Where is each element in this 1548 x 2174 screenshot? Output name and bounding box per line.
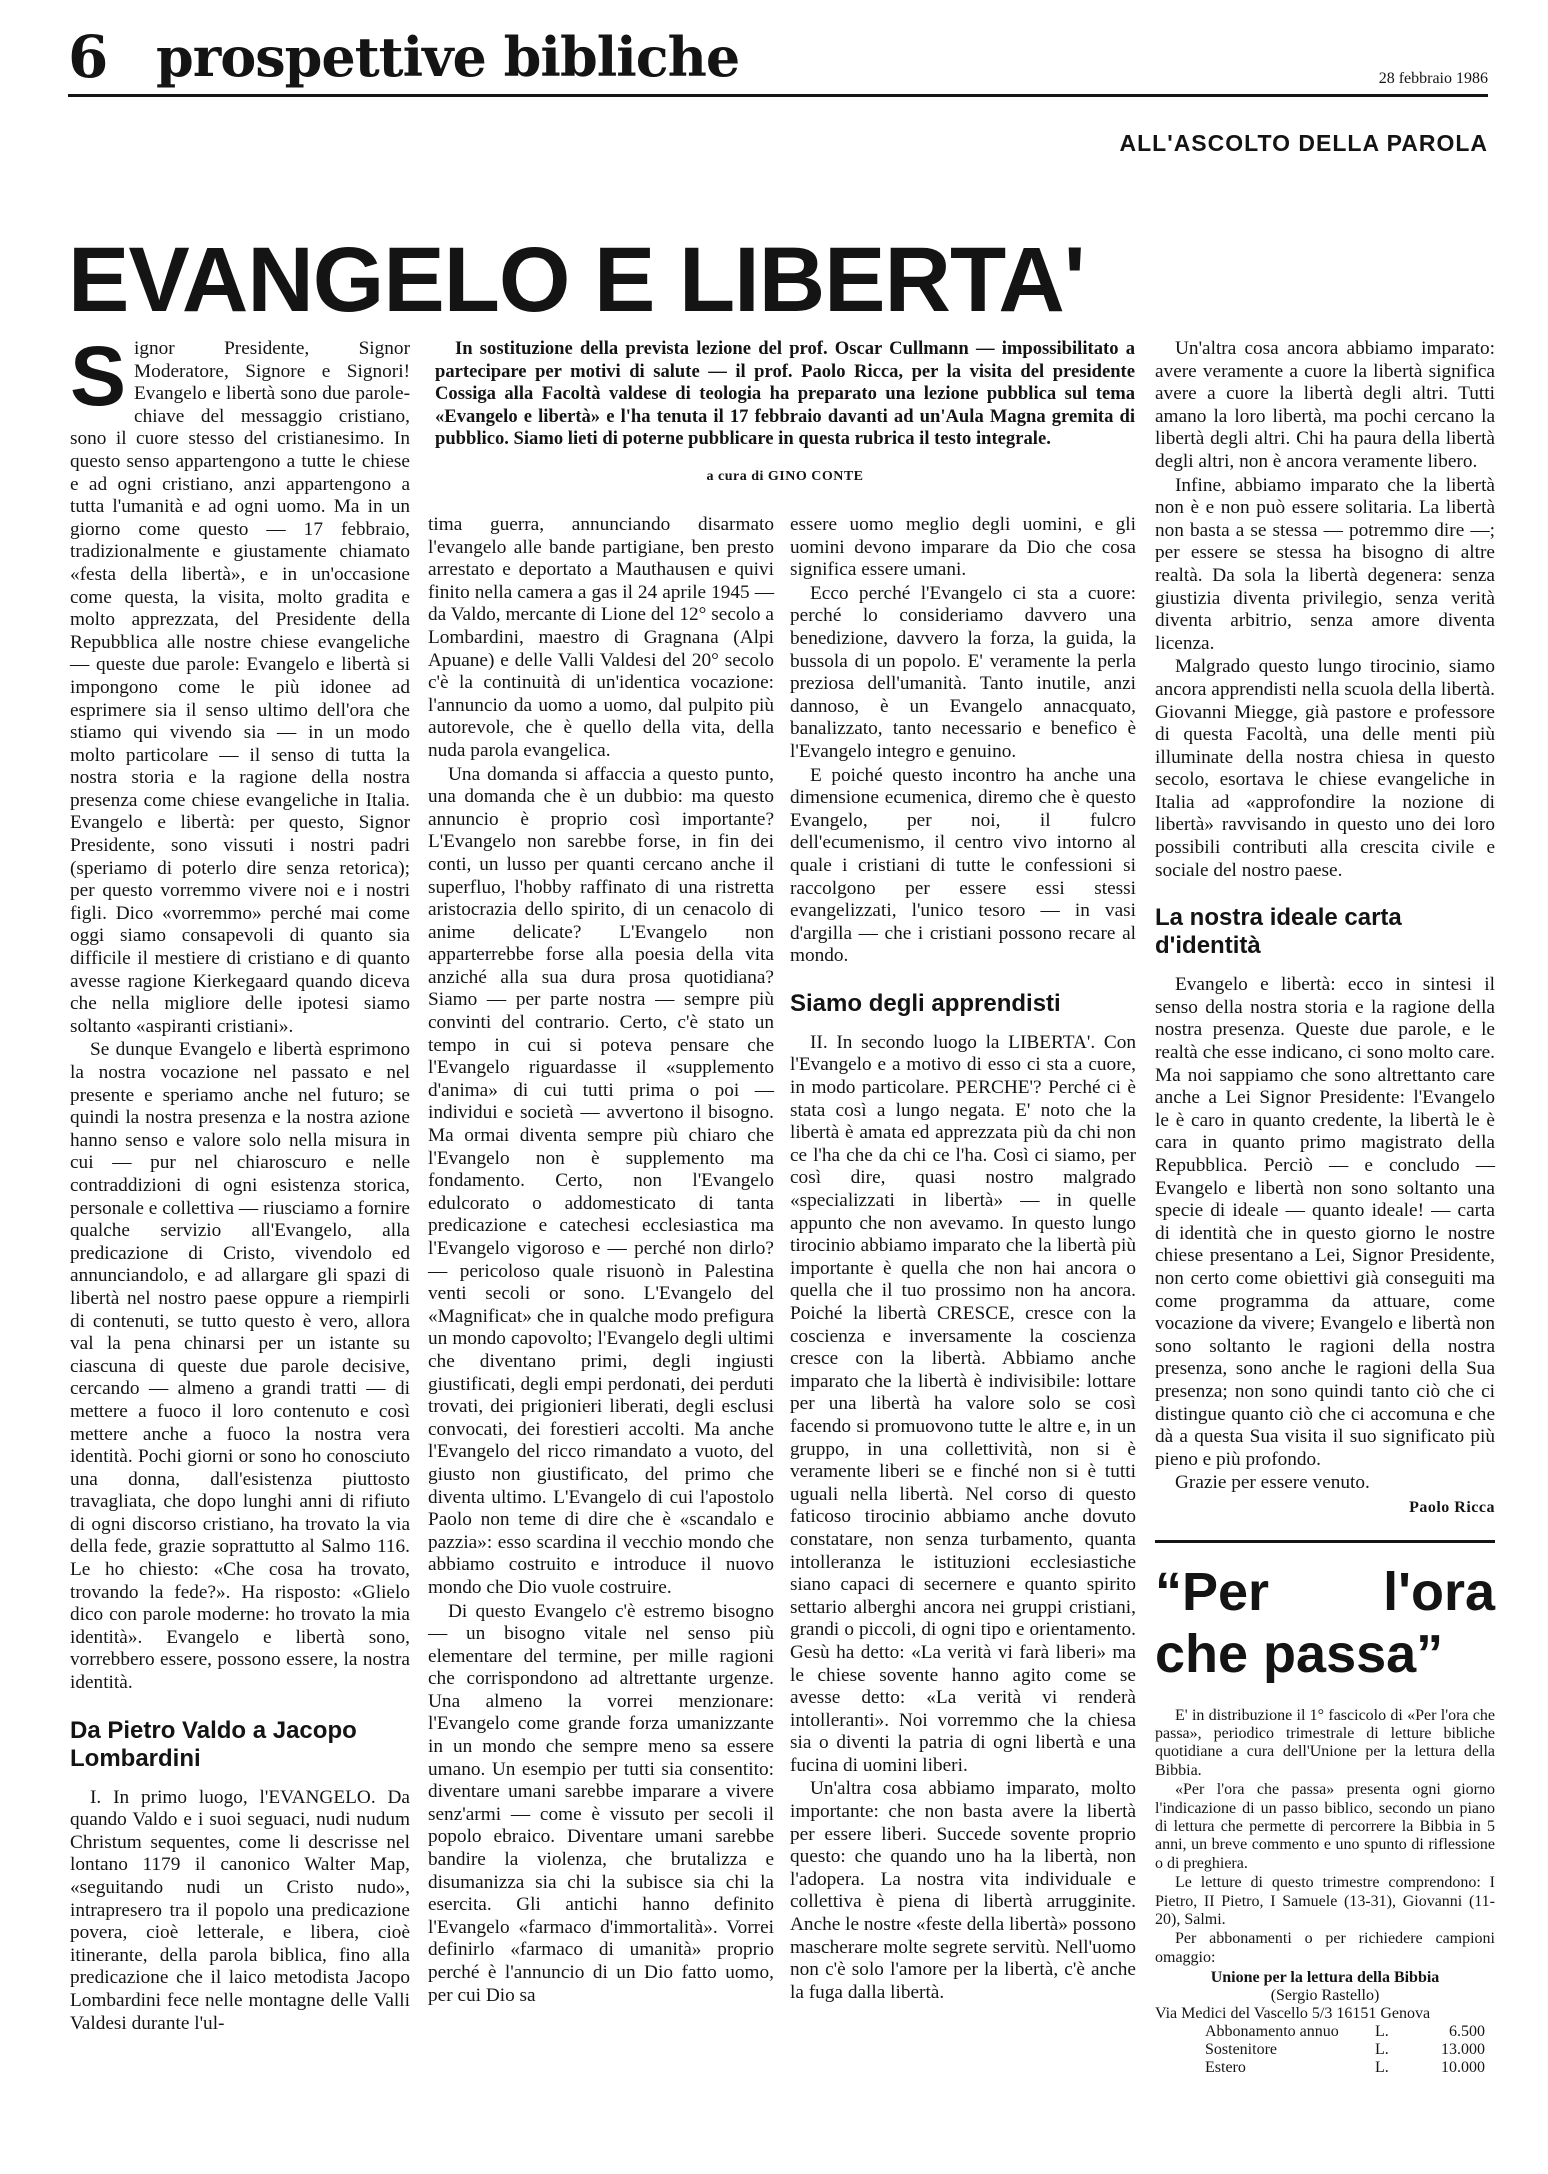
box-paragraph: Le letture di questo trimestre comprendono: I Pietro, II Pietro, I Samuele (13-31), Giovanni (11-20), Salmi. [1155,1874,1495,1928]
paragraph: E poiché questo incontro ha anche una dimensione ecumenica, diremo che è questo Evangelo, per noi, il fulcro dell'ecumenismo, il centro vivo intorno al quale i cristiani di tutte le confessioni si raccolgono per essere essi stessi evangelizzati, l'unico tesoro — in vasi d'argilla — che i cristiani possono recare al mondo. [790,764,1136,967]
subheading-identita: La nostra ideale carta d'identità [1155,904,1402,960]
paragraph: Di questo Evangelo c'è estremo bisogno — un bisogno vitale nel senso più elementare del termine, per mille ragioni che corrispondono ad altrettante urgenze. Una almeno la vorrei menzionare: l'Evangelo come grande forza umanizzante in un mondo che sempre meno sa essere umano. Un esempio per tutti sia consentito: diventare umani sarebbe imparare a vivere senz'armi — come è vissuto per secoli il popolo ebraico. Diventare umani sarebbe bandire la violenza, che brutalizza e disumanizza sia chi la subisce sia chi la esercita. Gli antichi hanno definito l'Evangelo «farmaco d'immortalità». Vorrei definirlo «farmaco di umanità» proprio perché è l'annuncio di un Dio fatto uomo, per cui Dio sa [428,1600,774,2006]
section-title: prospettive bibliche [156,25,740,89]
box-paragraph: «Per l'ora che passa» presenta ogni giorno l'indicazione di un passo biblico, secondo un piano di lettura che permette di percorrere la Bibbia in 5 anni, un breve commento e uno spunto di riflessione o di preghiera. [1155,1781,1495,1872]
opening-paragraph [70,329,410,1038]
paragraph: Grazie per essere venuto. [1175,1472,1370,1494]
byline: a cura di GINO CONTE [706,468,864,484]
paragraph: II. In secondo luogo la LIBERTA'. Con l'Evangelo e a motivo di esso ci sta a cuore, in modo particolare. PERCHE'? Perché ci è stata così a lungo negata. E' noto che la libertà è amata ed apprezzata più da chi non ce l'ha che da chi ce l'ha. Così ci siamo, per così dire, quasi nostro malgrado «specializzati in libertà» — in quelle appunto che non avevamo. In questo lungo tirocinio abbiamo imparato che la libertà più importante è quella che non hai ancora o quella che il tuo prossimo non ha ancora. Poiché la libertà CRESCE, cresce con la coscienza e inversamente la coscienza cresce con la libertà. Abbiamo anche imparato che la libertà è indivisibile: lottare per una libertà ha valore solo se così facendo si promuovono tutte le altre e, in un gruppo, in una collettività, non si è veramente liberi se e finché non si è tutti uguali nella libertà. Nel corso di questo faticoso tirocinio abbiamo anche dovuto constatare, non senza turbamento, quanta intolleranza le istituzioni ecclesiastiche siano capaci di secernere e quanto spirito settario alberghi ancora nei gruppi cristiani, grandi o piccoli, di ogni tipo e orientamento. Gesù ha detto: «La verità vi farà liberi» ma le chiese sovente hanno agito come se avesse detto: «La verità vi renderà intolleranti». Noi vorremmo che la chiesa sia o diventi la patria di ogni libertà e una fucina di uomini liberi. [790,1031,1136,1776]
paragraph: Infine, abbiamo imparato che la libertà non è e non può essere solitaria. La libertà non basta a se stessa — potremmo dire —; per essere se stessa ha bisogno di altre realtà. Da sola la libertà degenera: senza giustizia diventa privilegio, senza verità diventa arbitrio, senza amore diventa licenza. [1155,474,1495,654]
paragraph: tima guerra, annunciando disarmato l'evangelo alle bande partigiane, ben presto arrestato e deportato a Mauthausen e quivi finito nella camera a gas il 24 aprile 1945 — da Valdo, mercante di Lione del 12° secolo a Lombardini, maestro di Gragnana (Alpi Apuane) e delle Valli Valdesi del 20° secolo c'è la continuità di un'identica vocazione: l'annuncio da uomo a uomo, dal pulpito più autorevole, che è quello della vita, della nuda parola evangelica. [428,514,774,761]
paragraph: Malgrado questo lungo tirocinio, siamo ancora apprendisti nella scuola della libertà. Giovanni Miegge, già pastore e professore di questa Facoltà, una delle menti più illuminate della nostra chiesa in questo secolo, esortava le chiese evangeliche in Italia ad «approfondire la nozione di libertà» ravvisando in questo uno dei loro possibili contributi alla crescita civile e sociale del nostro paese. [1155,656,1495,881]
issue-date: 28 febbraio 1986 [1378,70,1488,87]
box-title: “Per l'ora che passa” [1155,1561,1495,1684]
paragraph: I. In primo luogo, l'EVANGELO. Da quando Valdo e i suoi seguaci, nudi nudum Christum sequentes, come li descrisse nel lontano 1179 il canonico Walter Map, «seguitando nudi un Cristo nudo», intrapresero tra il popolo una predicazione povera, cioè letterale, e libera, cioè itinerante, della parola biblica, fino alla predicazione che il laico metodista Jacopo Lombardini fece nelle montagne delle Valli Valdesi durante l'ul- [70,1786,410,2034]
publisher-name: Unione per la lettura della Bibbia [1210,1969,1440,1987]
price-row [1155,2059,1495,2077]
box-text [1155,1707,1495,1968]
masthead [68,22,1488,92]
box-paragraph: Per abbonamenti o per richiedere campioni omaggio: [1155,1930,1495,1966]
masthead-rule [68,94,1488,97]
price-value: 10.000 [1441,2059,1485,2077]
paragraph: Ecco perché l'Evangelo ci sta a cuore: perché lo consideriamo davvero una benedizione, davvero la forza, la guida, la bussola di un popolo. E' veramente la perla preziosa dell'umanità. Tanto inutile, anzi dannoso, è un Evangelo annacquato, banalizzato, tanto necessario e benefico è l'Evangelo integro e genuino. [790,582,1136,762]
price-currency: L. [1375,2023,1389,2041]
price-currency: L. [1375,2041,1389,2059]
price-row [1155,2023,1495,2041]
author-signature: Paolo Ricca [1409,1498,1495,1516]
drop-cap: S [70,329,127,423]
price-row [1155,2041,1495,2059]
column-1 [70,329,410,2036]
publisher-contact: (Sergio Rastello) [1270,1987,1380,2005]
column-3 [790,514,1136,2005]
rubric-kicker: ALL'ASCOLTO DELLA PAROLA [1119,130,1488,156]
price-label: Abbonamento annuo [1205,2023,1339,2041]
box-paragraph: E' in distribuzione il 1° fascicolo di «Per l'ora che passa», periodico trimestrale di letture bibliche quotidiane a cura dell'Unione per la lettura della Bibbia. [1155,1706,1495,1779]
page-number: 6 [68,23,109,91]
price-label: Estero [1205,2059,1246,2077]
opening-text: ignor Presidente, Signor Moderatore, Signore e Signori! Evangelo e libertà sono due parole-chiave del messaggio cristiano, sono il cuore stesso del cristianesimo. In questo senso appartengono a tutte le chiese e ad ogni cristiano, anzi appartengono a tutta l'umanità e ad ogni uomo. Ma in un giorno come questo — 17 febbraio, tradizionalmente e giustamente chiamato «festa della libertà», e in un'occasione come questa, la visita, molto gradita e molto apprezzata, del Presidente della Repubblica alle nostre chiese evangeliche — queste due parole: Evangelo e libertà si impongono come le più idonee ad esprimere sia il senso ultimo dell'ora che stiamo qui vivendo sia — in un modo molto particolare — il senso di tutta la nostra storia e la ragione della nostra presenza come chiese evangeliche in Italia. Evangelo e libertà: per questo, Signor Presidente, sono vissuti i nostri padri (speriamo di poterlo dire senza retorica); per questo vorremmo vivere noi e i nostri figli. Dico «vorremmo» perché mai come oggi siamo consapevoli di quanto sia difficile il mestiere di cristiano e di quanto avesse ragione Kierkegaard quando diceva che nella migliore delle ipotesi siamo soltanto «aspiranti cristiani». [70,338,410,1037]
price-currency: L. [1375,2059,1389,2077]
publisher-address: Via Medici del Vascello 5/3 16151 Genova [1155,2005,1431,2023]
paragraph: Una domanda si affaccia a questo punto, una domanda che è un dubbio: ma questo annuncio è proprio così importante? L'Evangelo non sarebbe forse, in fin dei conti, un lusso per quanti cercano anche il superfluo, l'hobby raffinato di una ristretta aristocrazia dello spirito, di un cenacolo di anime delicate? L'Evangelo non apparterrebbe forse alla poesia della vita anziché alla sua dura prosa quotidiana? Siamo — per parte nostra — sempre più convinti del contrario. Certo, c'è stato un tempo in cui si poteva pensare che l'Evangelo riguardasse il «supplemento d'anima» di cui tutti prima o poi — individui e società — avvertono il bisogno. Ma ormai diventa sempre più chiaro che l'Evangelo non è supplemento ma fondamento. Certo, non l'Evangelo edulcorato o addomesticato di tanta predicazione e catechesi ecclesiastica ma l'Evangelo vigoroso e — perché non dirlo? — pericoloso quale risuonò in Palestina venti secoli or sono. L'Evangelo del «Magnificat» che in qualche modo prefigura un mondo capovolto; l'Evangelo degli ultimi che diventano primi, degli ingiusti giustificati, degli empi perdonati, dei perduti trovati, dei prigionieri liberati, degli esclusi convocati, dei forestieri accolti. Ma anche l'Evangelo del ricco rimandato a vuoto, del giusto non giustificato, del primo che diventa ultimo. L'Evangelo di cui l'apostolo Paolo non teme di dire che è «scandalo e pazzia»: esso scardina il vecchio mondo che abbiamo costruito e introduce il nuovo mondo che Dio vuole costruire. [428,763,774,1598]
subheading-apprendisti: Siamo degli apprendisti [790,989,1061,1017]
price-label: Sostenitore [1205,2041,1277,2059]
sidebar-box-per-l-ora-che-passa [1155,1561,1495,2078]
subheading-valdo: Da Pietro Valdo a Jacopo Lombardini [70,1716,357,1772]
paragraph: Evangelo e libertà: ecco in sintesi il senso della nostra storia e la ragione della nostra presenza. Queste due parole, e le realtà che esse indicano, ci sono molto care. Ma noi sappiamo che sono altrettanto care anche a Lei Signor Presidente: l'Evangelo le è caro in quanto credente, la libertà le è cara in quanto primo magistrato della Repubblica. Perciò — e concludo — Evangelo e libertà non sono soltanto una specie di ideale — quanto ideale! — carta di identità che in questo giorno le nostre chiese presentano a Lei, Signor Presidente, non certo come obiettivi già conseguiti ma come programma da attuare, come vocazione da vivere; Evangelo e libertà non sono soltanto le ragioni della nostra presenza, sono anche le ragioni della Sua presenza; non sono quindi tanto ciò che ci distingue quanto ciò che ci accomuna e che dà a questa Sua visita il suo significato più pieno e più profondo. [1155,974,1495,1470]
column-4 [1155,338,1495,2077]
intro-text: In sostituzione della prevista lezione del prof. Oscar Cullmann — impossibilitato a partecipare per motivi di salute — il prof. Paolo Ricca, per la visita del presidente Cossiga alla Facoltà valdese di teologia ha preparato una lezione pubblica sul tema «Evangelo e libertà» e l'ha tenuta il 17 febbraio davanti ad un'Aula Magna gremita di pubblico. Siamo lieti di poterne pubblicare in questa rubrica il testo integrale. [435,338,1135,450]
article-intro [435,338,1135,485]
article-headline: EVANGELO E LIBERTA' [68,229,1085,331]
price-value: 13.000 [1441,2041,1485,2059]
paragraph: Un'altra cosa abbiamo imparato, molto importante: che non basta avere la libertà per essere liberi. Succede sovente proprio questo: che quando uno ha la libertà, non l'adopera. La nostra vita individuale e collettiva è piena di libertà arrugginite. Anche le nostre «feste della libertà» possono mascherare molte segrete servitù. Nell'uomo non c'è solo l'amore per la libertà, c'è anche la fuga dalla libertà. [790,1778,1136,2003]
paragraph: Se dunque Evangelo e libertà esprimono la nostra vocazione nel passato e nel presente e speriamo anche nel futuro; se quindi la nostra presenza e la nostra azione hanno senso e valore solo nella misura in cui — pur nel chiaroscuro e nelle contraddizioni di ogni esistenza storica, personale e collettiva — riusciamo a fornire qualche servizio all'Evangelo, alla predicazione di Cristo, vivendolo ed annunciandolo, e ad allargare gli spazi di libertà nel nostro paese oppure a riempirli di contenuti, se tutto questo è vero, allora val la pena chinarsi per un istante su ciascuna di queste due parole decisive, cercando — almeno a grandi tratti — di mettere a fuoco il loro contenuto e così mettere anche a fuoco la nostra vera identità. Pochi giorni or sono ho conosciuto una donna, dall'esistenza piuttosto travagliata, che dopo lunghi anni di rifiuto di ogni discorso cristiano, ha trovato la via della fede, grazie soprattutto al Salmo 116. Le ho chiesto: «Che cosa ha trovato, trovando la fede?». Ha risposto: «Glielo dico con parole moderne: ho trovato la mia identità». Evangelo e libertà sono, vorrebbero essere, possono essere, la nostra identità. [70,1039,410,1694]
price-value: 6.500 [1449,2023,1485,2041]
column-2 [428,514,774,2008]
paragraph: Un'altra cosa ancora abbiamo imparato: avere veramente a cuore la libertà significa avere a cuore la libertà degli altri. Tutti amano la loro libertà, ma pochi cercano la libertà degli altri. Chi ha paura della libertà degli altri, non è ancora veramente libero. [1155,338,1495,472]
paragraph: essere uomo meglio degli uomini, e gli uomini devono imparare da Dio che cosa significa essere umani. [790,514,1136,581]
box-divider [1155,1540,1495,1543]
